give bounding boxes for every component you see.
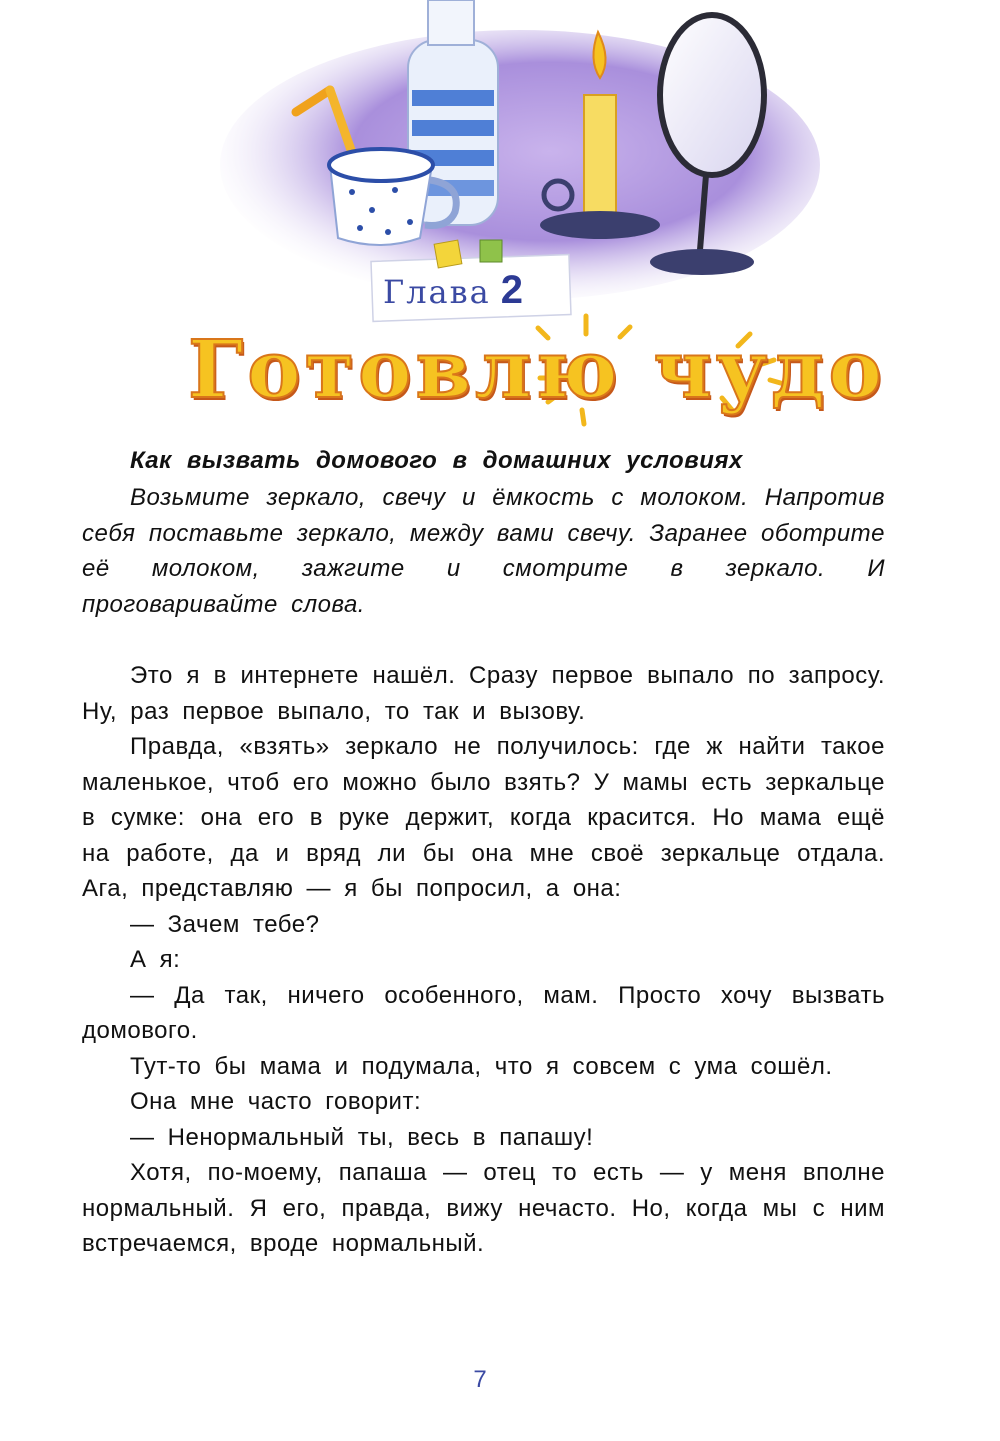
story-paragraph: Она мне часто говорит: (130, 1088, 422, 1115)
chapter-label (383, 268, 525, 313)
story-paragraph: — Зачем тебе? (130, 910, 320, 938)
story-paragraph: Правда, «взять» зеркало не получилось: где ж найти такое маленькое, чтоб его можно было взять? У мамы есть зеркальце в сумке: она его в руке держит, когда красится. Но мама ещё на работе, да и вряд ли бы она мне своё зеркальце отдала. Ага, представляю — я бы попросил, а она: (82, 733, 885, 902)
story-paragraph: — Да так, ничего особенного, мам. Просто хочу вызвать домового. (82, 981, 885, 1044)
chapter-title: Готовлю чудо (188, 322, 886, 416)
story-paragraph: А я: (130, 946, 181, 973)
story-paragraph: Тут-то бы мама и подумала, что я совсем с ума сошёл. (130, 1052, 833, 1080)
story-paragraph: Это я в интернете нашёл. Сразу первое выпало по запросу. Ну, раз первое выпало, то так и вызову. (82, 662, 885, 725)
chapter-label-text: Глава (383, 273, 491, 311)
recipe-text: Возьмите зеркало, свечу и ёмкость с молоком. Напротив себя поставьте зеркало, между вами свечу. Заранее оботрите её молоком, зажгите и смотрите в зеркало. И проговаривайте слова. (82, 484, 885, 618)
story-body (82, 658, 885, 1262)
story-paragraph: — Ненормальный ты, весь в папашу! (130, 1123, 594, 1151)
recipe-heading: Как вызвать домового в домашних условиях (130, 447, 743, 474)
chapter-number: 2 (500, 268, 525, 312)
story-paragraph: Хотя, по-моему, папаша — отец то есть — у меня вполне нормальный. Я его, правда, вижу нечасто. Но, когда мы с ним встречаемся, вроде нормальный. (82, 1159, 885, 1257)
page-number: 7 (473, 1366, 487, 1393)
